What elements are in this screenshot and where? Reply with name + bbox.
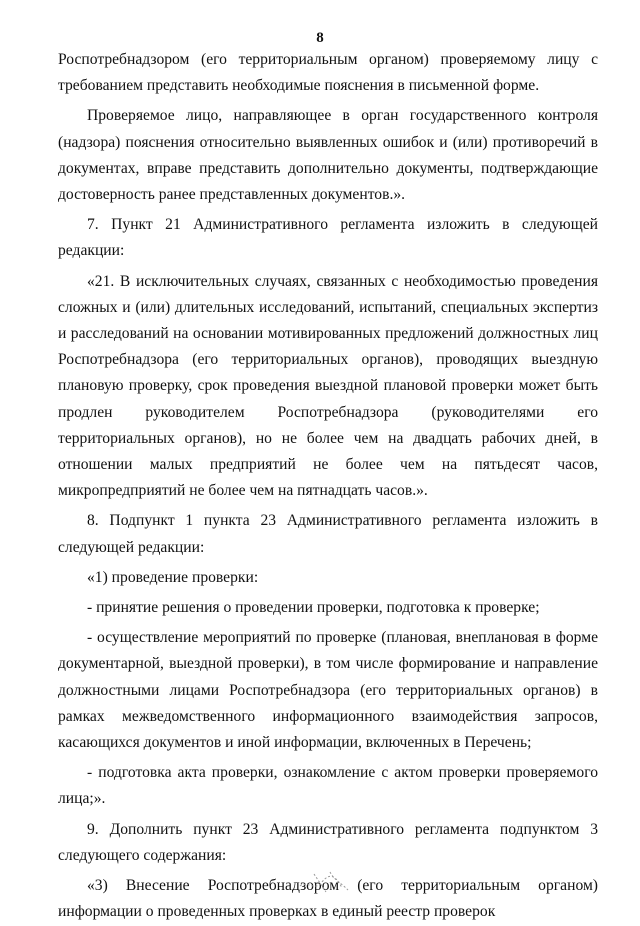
body-text <box>58 47 598 926</box>
page-number: 8 <box>316 30 324 46</box>
list-item-act: - подготовка акта проверки, ознакомление с актом проверки проверяемого лица;». <box>58 764 598 808</box>
paragraph-continuation: Роспотребнадзором (его территориальным органом) проверяемому лицу с требованием представить необходимые пояснения в письменной форме. <box>58 51 598 95</box>
scribble-mark <box>296 862 356 896</box>
list-item-measures: - осуществление мероприятий по проверке (плановая, внеплановая в форме документарной, выездной проверки), в том числе формирование и направление должностными лицами Роспотребнадзора (его территориальных органов) в рамках межведомственного информационного взаимодействия запросов, касающихся документов и иной информации, включенных в Перечень; <box>58 629 598 752</box>
paragraph-explanations: Проверяемое лицо, направляющее в орган государственного контроля (надзора) пояснения относительно выявленных ошибок и (или) противоречий в документах, вправе представить дополнительно документы, подтверждающие достоверность ранее представленных документов.». <box>58 107 598 204</box>
paragraph-item-21-text: «21. В исключительных случаях, связанных с необходимостью проведения сложных и (или) длительных исследований, испытаний, специальных экспертиз и расследований на основании мотивированных предложений должностных лиц Роспотребнадзора (его территориальных органов), проводящих выездную плановую проверку, срок проведения выездной плановой проверки может быть продлен руководителем Роспотребнадзора (руководителями его территориальных органов), но не более чем на двадцать рабочих дней, в отношении малых предприятий не более чем на пятьдесят часов, микропредприятий не более чем на пятнадцать часов.». <box>58 272 598 500</box>
paragraph-subitem-3: «3) Внесение Роспотребнадзором (его территориальным органом) информации о проведенных проверках в единый реестр проверок <box>58 877 598 921</box>
paragraph-item-8: 8. Подпункт 1 пункта 23 Административного регламента изложить в следующей редакции: <box>58 512 598 556</box>
paragraph-item-7: 7. Пункт 21 Административного регламента изложить в следующей редакции: <box>58 216 598 260</box>
list-item-decision: - принятие решения о проведении проверки, подготовка к проверке; <box>87 599 540 617</box>
paragraph-subitem-1: «1) проведение проверки: <box>87 568 259 586</box>
paragraph-item-9: 9. Дополнить пункт 23 Административного регламента подпунктом 3 следующего содержания: <box>58 820 598 864</box>
